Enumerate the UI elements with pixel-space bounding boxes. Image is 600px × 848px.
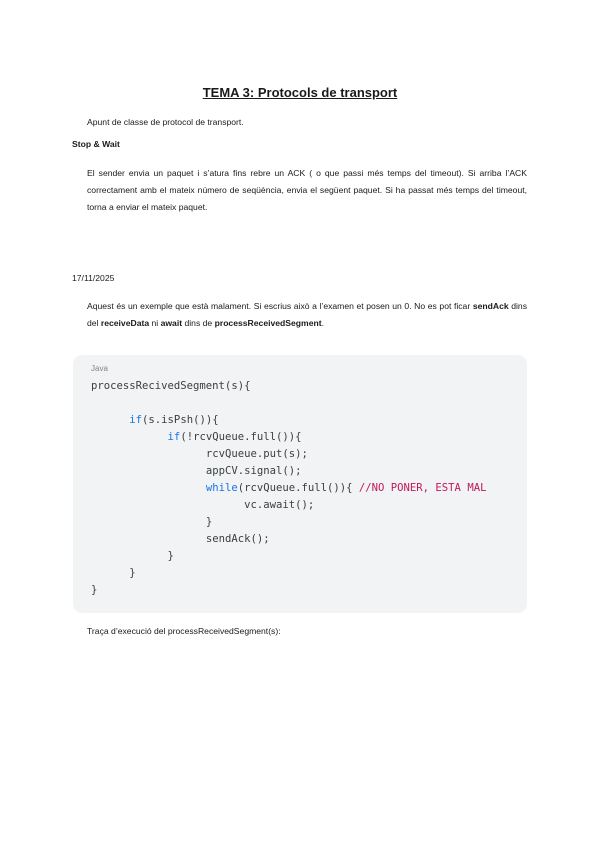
code-keyword: if (167, 431, 181, 443)
code-comment: //NO PONER, ESTA MAL (358, 482, 487, 494)
code-line: vc.await(); (244, 499, 315, 511)
example-text: dins del (87, 301, 527, 328)
code-line: appCV.signal(); (205, 465, 302, 477)
example-text: ni (149, 318, 161, 328)
stop-wait-paragraph: El sender envia un paquet i s’atura fins rebre un ACK ( o que passi més temps del timeout). Si arriba l’ACK correctament amb el mateix número de seqüència, envia el següent paquet. Si ha passat més temps del timeout, torna a enviar el mateix paquet. (87, 168, 527, 212)
code-line: } (91, 584, 98, 596)
example-paragraph (87, 298, 527, 332)
code-line: sendAck(); (205, 533, 270, 545)
bold-term-processreceivedsegment: processReceivedSegment (214, 318, 322, 328)
document-title: TEMA 3: Protocols de transport (202, 85, 398, 100)
code-content (91, 378, 486, 599)
code-keyword: while (205, 482, 238, 494)
code-line: (rcvQueue.full()){ (237, 482, 359, 494)
example-text: . (321, 318, 324, 328)
example-text: Aquest és un exemple que està malament. Si escrius això a l’examen et posen un 0. No es pot ficar (87, 301, 473, 311)
code-line: } (167, 550, 174, 562)
trace-label: Traça d’execució del processReceivedSegment(s): (87, 626, 281, 636)
code-keyword: if (129, 414, 143, 426)
code-line: } (129, 567, 136, 579)
intro-text: Apunt de classe de protocol de transport. (87, 117, 244, 127)
code-line: } (205, 516, 213, 528)
code-line: rcvQueue.put(s); (205, 448, 308, 460)
code-line: (s.isPsh()){ (142, 414, 219, 426)
bold-term-sendack: sendAck (472, 301, 509, 311)
code-line: (!rcvQueue.full()){ (180, 431, 302, 443)
date-heading: 17/11/2025 (72, 273, 115, 283)
bold-term-receivedata: receiveData (100, 318, 150, 328)
stop-wait-heading: Stop & Wait (72, 139, 120, 149)
code-language-label: Java (91, 364, 108, 373)
code-line: processRecivedSegment(s){ (91, 380, 251, 392)
bold-term-await: await (160, 318, 183, 328)
example-text: dins de (182, 318, 215, 328)
